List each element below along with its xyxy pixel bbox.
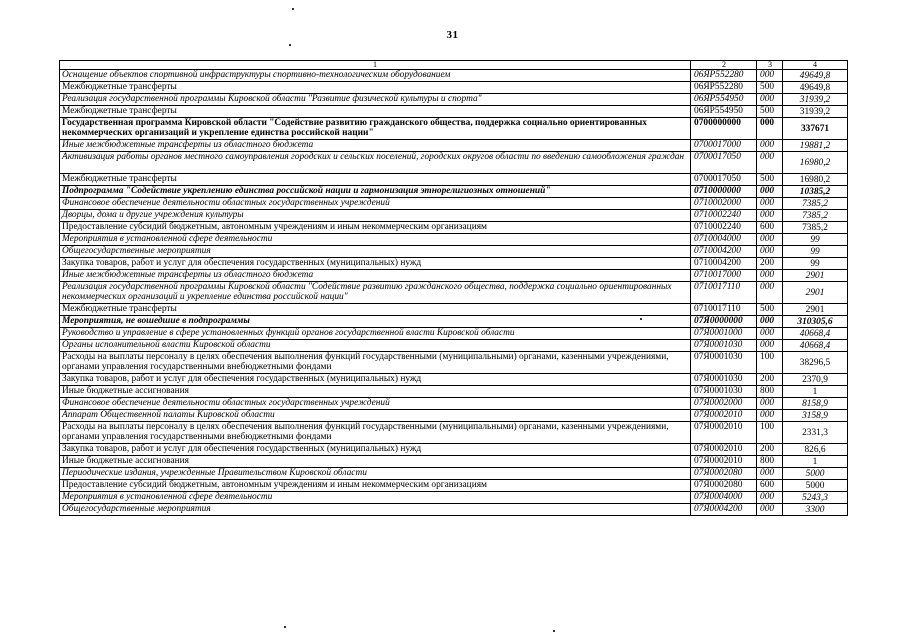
row-name: Закупка товаров, работ и услуг для обеспечения государственных (муниципальных) нужд bbox=[60, 374, 691, 386]
row-expense-type: 000 bbox=[757, 282, 783, 304]
row-sum: 3300 bbox=[783, 504, 848, 516]
row-sum: 19881,2 bbox=[783, 140, 848, 152]
row-code: 07Я0004200 bbox=[691, 504, 757, 516]
row-code: 06ЯР552280 bbox=[691, 70, 757, 82]
row-name: Межбюджетные трансферты bbox=[60, 174, 691, 186]
row-code: 0710002240 bbox=[691, 222, 757, 234]
row-sum: 16980,2 bbox=[783, 152, 848, 174]
row-name: Расходы на выплаты персоналу в целях обеспечения выполнения функций государственными (муниципальными) органами, казенными учреждениями, органами управления государственными внебюджетными фондами bbox=[60, 422, 691, 444]
row-expense-type: 800 bbox=[757, 386, 783, 398]
row-expense-type: 000 bbox=[757, 94, 783, 106]
row-expense-type: 000 bbox=[757, 186, 783, 198]
table-row bbox=[60, 186, 848, 198]
row-expense-type: 500 bbox=[757, 106, 783, 118]
row-code: 07Я0002010 bbox=[691, 456, 757, 468]
row-code: 06ЯР554950 bbox=[691, 106, 757, 118]
row-code: 07Я0001030 bbox=[691, 374, 757, 386]
table-row bbox=[60, 398, 848, 410]
row-sum: 826,6 bbox=[783, 444, 848, 456]
row-code: 0700000000 bbox=[691, 118, 757, 140]
row-expense-type: 000 bbox=[757, 468, 783, 480]
row-name: Мероприятия в установленной сфере деятельности bbox=[60, 234, 691, 246]
row-code: 07Я0001030 bbox=[691, 340, 757, 352]
row-sum: 2901 bbox=[783, 304, 848, 316]
row-sum: 40668,4 bbox=[783, 340, 848, 352]
row-name: Периодические издания, учрежденные Правительством Кировской области bbox=[60, 468, 691, 480]
table-row bbox=[60, 328, 848, 340]
row-code: 07Я0000000 bbox=[691, 316, 757, 328]
row-name: Мероприятия в установленной сфере деятельности bbox=[60, 492, 691, 504]
table-row bbox=[60, 152, 848, 174]
row-code: 0710017110 bbox=[691, 304, 757, 316]
row-expense-type: 500 bbox=[757, 304, 783, 316]
table-row bbox=[60, 94, 848, 106]
row-sum: 2901 bbox=[783, 270, 848, 282]
row-sum: 38296,5 bbox=[783, 352, 848, 374]
row-sum: 2901 bbox=[783, 282, 848, 304]
page-number: 31 bbox=[446, 29, 459, 41]
row-name: Реализация государственной программы Кировской области "Содействие развитию гражданского общества, поддержка социально ориентированных некоммерческих организаций и укрепление единства российской нации" bbox=[60, 282, 691, 304]
row-name: Предоставление субсидий бюджетным, автономным учреждениям и иным некоммерческим организациям bbox=[60, 222, 691, 234]
row-code: 07Я0001000 bbox=[691, 328, 757, 340]
row-code: 0710004000 bbox=[691, 234, 757, 246]
row-sum: 31939,2 bbox=[783, 94, 848, 106]
row-sum: 7385,2 bbox=[783, 198, 848, 210]
table-row bbox=[60, 374, 848, 386]
row-name: Финансовое обеспечение деятельности областных государственных учреждений bbox=[60, 398, 691, 410]
row-name: Органы исполнительной власти Кировской области bbox=[60, 340, 691, 352]
row-name: Иные бюджетные ассигнования bbox=[60, 456, 691, 468]
row-expense-type: 000 bbox=[757, 210, 783, 222]
table-row bbox=[60, 468, 848, 480]
row-expense-type: 000 bbox=[757, 340, 783, 352]
row-name: Мероприятия, не вошедшие в подпрограммы bbox=[60, 316, 691, 328]
row-expense-type: 200 bbox=[757, 444, 783, 456]
row-sum: 337671 bbox=[783, 118, 848, 140]
row-code: 0710004200 bbox=[691, 246, 757, 258]
row-expense-type: 000 bbox=[757, 234, 783, 246]
table-row bbox=[60, 456, 848, 468]
row-expense-type: 000 bbox=[757, 198, 783, 210]
row-expense-type: 000 bbox=[757, 118, 783, 140]
table-row bbox=[60, 70, 848, 82]
row-name: Финансовое обеспечение деятельности областных государственных учреждений bbox=[60, 198, 691, 210]
row-code: 0700017050 bbox=[691, 174, 757, 186]
table-row bbox=[60, 222, 848, 234]
row-expense-type: 000 bbox=[757, 410, 783, 422]
row-expense-type: 000 bbox=[757, 152, 783, 174]
row-code: 07Я0002010 bbox=[691, 410, 757, 422]
row-expense-type: 100 bbox=[757, 422, 783, 444]
row-sum: 310305,6 bbox=[783, 316, 848, 328]
row-code: 06ЯР554950 bbox=[691, 94, 757, 106]
row-expense-type: 200 bbox=[757, 374, 783, 386]
row-expense-type: 200 bbox=[757, 258, 783, 270]
row-sum: 49649,8 bbox=[783, 82, 848, 94]
table-row bbox=[60, 258, 848, 270]
row-expense-type: 000 bbox=[757, 316, 783, 328]
table-row bbox=[60, 504, 848, 516]
row-code: 07Я0002080 bbox=[691, 468, 757, 480]
budget-table bbox=[59, 60, 848, 516]
row-sum: 1 bbox=[783, 386, 848, 398]
row-name: Подпрограмма "Содействие укреплению единства российской нации и гармонизация этнорелигиозных отношений" bbox=[60, 186, 691, 198]
row-code: 0710017110 bbox=[691, 282, 757, 304]
row-name: Аппарат Общественной палаты Кировской области bbox=[60, 410, 691, 422]
row-code: 07Я0002010 bbox=[691, 444, 757, 456]
row-sum: 5000 bbox=[783, 468, 848, 480]
row-code: 0710002240 bbox=[691, 210, 757, 222]
row-expense-type: 000 bbox=[757, 140, 783, 152]
row-expense-type: 000 bbox=[757, 398, 783, 410]
table-row bbox=[60, 210, 848, 222]
table-row bbox=[60, 270, 848, 282]
table-row bbox=[60, 82, 848, 94]
row-expense-type: 000 bbox=[757, 246, 783, 258]
row-expense-type: 000 bbox=[757, 270, 783, 282]
row-name: Межбюджетные трансферты bbox=[60, 82, 691, 94]
row-sum: 99 bbox=[783, 258, 848, 270]
row-name: Дворцы, дома и другие учреждения культуры bbox=[60, 210, 691, 222]
header-col-4: 4 bbox=[783, 61, 848, 70]
row-name: Реализация государственной программы Кировской области "Развитие физической культуры и спорта" bbox=[60, 94, 691, 106]
table-row bbox=[60, 106, 848, 118]
row-name: Руководство и управление в сфере установленных функций органов государственной власти Кировской области bbox=[60, 328, 691, 340]
row-code: 0710002000 bbox=[691, 198, 757, 210]
row-code: 0710017000 bbox=[691, 270, 757, 282]
header-col-3: 3 bbox=[757, 61, 783, 70]
table-row bbox=[60, 444, 848, 456]
row-expense-type: 000 bbox=[757, 492, 783, 504]
row-expense-type: 000 bbox=[757, 504, 783, 516]
header-col-1: 1 bbox=[60, 61, 691, 70]
row-sum: 2331,3 bbox=[783, 422, 848, 444]
row-name: Государственная программа Кировской области "Содействие развитию гражданского общества, поддержка социально ориентированных некоммерческих организаций и укрепление единства российской нации" bbox=[60, 118, 691, 140]
row-code: 07Я0004000 bbox=[691, 492, 757, 504]
row-name: Межбюджетные трансферты bbox=[60, 304, 691, 316]
row-code: 07Я0001030 bbox=[691, 352, 757, 374]
row-code: 07Я0002000 bbox=[691, 398, 757, 410]
row-name: Иные межбюджетные трансферты из областного бюджета bbox=[60, 270, 691, 282]
row-expense-type: 500 bbox=[757, 82, 783, 94]
row-sum: 7385,2 bbox=[783, 222, 848, 234]
row-code: 06ЯР552280 bbox=[691, 82, 757, 94]
table-row bbox=[60, 316, 848, 328]
row-sum: 1 bbox=[783, 456, 848, 468]
table-row bbox=[60, 340, 848, 352]
header-col-2: 2 bbox=[691, 61, 757, 70]
row-sum: 99 bbox=[783, 246, 848, 258]
row-name: Закупка товаров, работ и услуг для обеспечения государственных (муниципальных) нужд bbox=[60, 258, 691, 270]
table-row bbox=[60, 234, 848, 246]
row-sum: 49649,8 bbox=[783, 70, 848, 82]
row-sum: 7385,2 bbox=[783, 210, 848, 222]
row-expense-type: 600 bbox=[757, 222, 783, 234]
row-sum: 99 bbox=[783, 234, 848, 246]
row-name: Общегосударственные мероприятия bbox=[60, 504, 691, 516]
row-name: Межбюджетные трансферты bbox=[60, 106, 691, 118]
table-row bbox=[60, 198, 848, 210]
row-name: Активизация работы органов местного самоуправления городских и сельских поселений, городских округов области по введению самообложения граждан bbox=[60, 152, 691, 174]
row-name: Расходы на выплаты персоналу в целях обеспечения выполнения функций государственными (муниципальными) органами, казенными учреждениями, органами управления государственными внебюджетными фондами bbox=[60, 352, 691, 374]
row-expense-type: 000 bbox=[757, 70, 783, 82]
row-code: 07Я0002080 bbox=[691, 480, 757, 492]
row-sum: 10385,2 bbox=[783, 186, 848, 198]
row-expense-type: 600 bbox=[757, 480, 783, 492]
row-code: 0710000000 bbox=[691, 186, 757, 198]
row-name: Предоставление субсидий бюджетным, автономным учреждениям и иным некоммерческим организациям bbox=[60, 480, 691, 492]
table-row bbox=[60, 422, 848, 444]
row-code: 0710004200 bbox=[691, 258, 757, 270]
row-sum: 3158,9 bbox=[783, 410, 848, 422]
row-name: Иные бюджетные ассигнования bbox=[60, 386, 691, 398]
row-name: Иные межбюджетные трансферты из областного бюджета bbox=[60, 140, 691, 152]
row-sum: 5000 bbox=[783, 480, 848, 492]
table-row bbox=[60, 174, 848, 186]
row-name: Оснащение объектов спортивной инфраструктуры спортивно-технологическим оборудованием bbox=[60, 70, 691, 82]
row-expense-type: 500 bbox=[757, 174, 783, 186]
row-code: 07Я0002010 bbox=[691, 422, 757, 444]
table-row bbox=[60, 386, 848, 398]
table-row bbox=[60, 282, 848, 304]
table-row bbox=[60, 246, 848, 258]
row-sum: 16980,2 bbox=[783, 174, 848, 186]
row-expense-type: 000 bbox=[757, 328, 783, 340]
table-row bbox=[60, 118, 848, 140]
table-header-row bbox=[60, 61, 848, 70]
table-row bbox=[60, 492, 848, 504]
table-row bbox=[60, 410, 848, 422]
table-row bbox=[60, 304, 848, 316]
row-name: Общегосударственные мероприятия bbox=[60, 246, 691, 258]
row-sum: 5243,3 bbox=[783, 492, 848, 504]
table-row bbox=[60, 140, 848, 152]
row-name: Закупка товаров, работ и услуг для обеспечения государственных (муниципальных) нужд bbox=[60, 444, 691, 456]
row-code: 0700017050 bbox=[691, 152, 757, 174]
table-row bbox=[60, 480, 848, 492]
row-code: 0700017000 bbox=[691, 140, 757, 152]
row-sum: 31939,2 bbox=[783, 106, 848, 118]
row-sum: 40668,4 bbox=[783, 328, 848, 340]
row-expense-type: 800 bbox=[757, 456, 783, 468]
row-code: 07Я0001030 bbox=[691, 386, 757, 398]
row-sum: 2370,9 bbox=[783, 374, 848, 386]
row-expense-type: 100 bbox=[757, 352, 783, 374]
table-row bbox=[60, 352, 848, 374]
row-sum: 8158,9 bbox=[783, 398, 848, 410]
